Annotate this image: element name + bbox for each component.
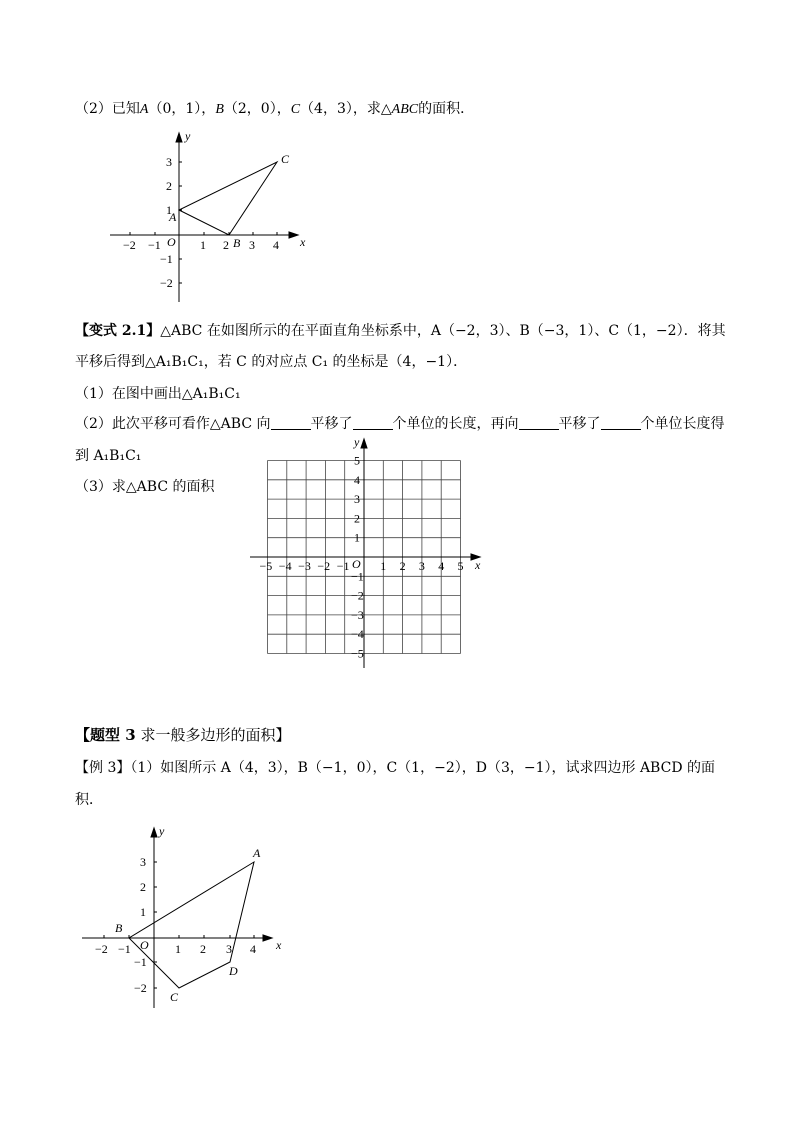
- origin-label: O: [140, 938, 149, 952]
- svg-text:−2: −2: [134, 981, 147, 995]
- point-a-label: A: [169, 210, 177, 224]
- origin-label: O: [167, 235, 176, 249]
- section-3-title: 【题型 3 求一般多边形的面积】: [75, 726, 291, 744]
- variant-2-1-line2: 平移后得到△A₁B₁C₁，若 C 的对应点 C₁ 的坐标是（4，−1）．: [75, 354, 468, 370]
- svg-text:1: 1: [175, 942, 181, 956]
- y-tick-label: 5: [354, 453, 360, 468]
- svg-text:−2: −2: [123, 238, 136, 252]
- x-tick-label: −4: [278, 559, 292, 573]
- svg-text:3: 3: [166, 155, 172, 169]
- y-axis-label: y: [159, 824, 165, 838]
- point-a-label: A: [253, 846, 261, 860]
- y-axis-label: y: [354, 435, 360, 449]
- svg-text:1: 1: [200, 238, 206, 252]
- x-tick-label: 3: [418, 559, 425, 573]
- point-c-label: C: [281, 152, 290, 166]
- variant-2-1-q2-cont: 到 A₁B₁C₁: [75, 448, 142, 464]
- x-tick-label: −1: [336, 559, 350, 573]
- x-tick-label: −2: [317, 559, 331, 573]
- y-tick-label: −2: [351, 588, 364, 603]
- y-tick-label: 3: [354, 492, 360, 507]
- problem-2-text: （2）已知A（0，1），B（2，0），C（4，3），求△ABC的面积．: [75, 101, 475, 117]
- variant-2-1-q3: （3）求△ABC 的面积: [75, 479, 215, 495]
- y-tick-label: −4: [351, 627, 364, 642]
- y-tick-label: 2: [354, 511, 360, 526]
- svg-text:−1: −1: [118, 942, 131, 956]
- example-3-line1: 【例 3】（1）如图所示 A（4，3），B（−1，0），C（1，−2），D（3，−1），试求四边形 ABCD 的面: [75, 760, 715, 776]
- svg-text:2: 2: [200, 942, 206, 956]
- point-b-label: B: [115, 921, 123, 935]
- point-b-label: B: [233, 236, 241, 250]
- y-tick-label: −1: [351, 569, 364, 584]
- x-tick-label: 5: [457, 559, 464, 573]
- variant-2-1-q2: （2）此次平移可看作△ABC 向 平移了 个单位的长度，再向 平移了 个单位长度得: [75, 416, 725, 432]
- variant-2-1-line1: 【变式 2.1】△ABC 在如图所示的在平面直角坐标系中，A（−2，3）、B（−3，1）、C（1，−2）．将其: [75, 323, 726, 339]
- example-3-line2: 积．: [75, 792, 103, 808]
- svg-text:4: 4: [273, 238, 279, 252]
- svg-text:−1: −1: [148, 238, 161, 252]
- point-c-label: C: [170, 990, 179, 1004]
- svg-text:3: 3: [249, 238, 255, 252]
- point-d-label: D: [229, 964, 238, 978]
- svg-text:−2: −2: [95, 942, 108, 956]
- origin-label: O: [352, 557, 361, 571]
- y-tick-label: 4: [354, 472, 360, 487]
- svg-text:2: 2: [166, 179, 172, 193]
- y-tick-label: −5: [351, 646, 364, 661]
- svg-text:1: 1: [166, 203, 172, 217]
- variant-2-1-q1: （1）在图中画出△A₁B₁C₁: [75, 386, 241, 402]
- svg-text:3: 3: [140, 855, 146, 869]
- x-axis-label: x: [475, 558, 481, 572]
- x-tick-label: −5: [259, 559, 273, 573]
- svg-text:4: 4: [250, 942, 256, 956]
- y-axis-label: y: [185, 129, 191, 143]
- svg-text:−2: −2: [160, 276, 173, 290]
- svg-text:2: 2: [140, 880, 146, 894]
- x-axis-label: x: [276, 938, 282, 952]
- svg-text:−1: −1: [134, 955, 147, 969]
- y-tick-label: 1: [354, 530, 360, 545]
- x-tick-label: 4: [438, 559, 445, 573]
- svg-text:1: 1: [140, 905, 146, 919]
- svg-text:3: 3: [226, 942, 232, 956]
- x-tick-label: 2: [399, 559, 406, 573]
- x-tick-label: 1: [380, 559, 387, 573]
- svg-text:−1: −1: [160, 252, 173, 266]
- svg-text:2: 2: [223, 238, 229, 252]
- x-axis-label: x: [300, 235, 306, 249]
- x-tick-label: −3: [298, 559, 311, 573]
- y-tick-label: −3: [351, 607, 364, 622]
